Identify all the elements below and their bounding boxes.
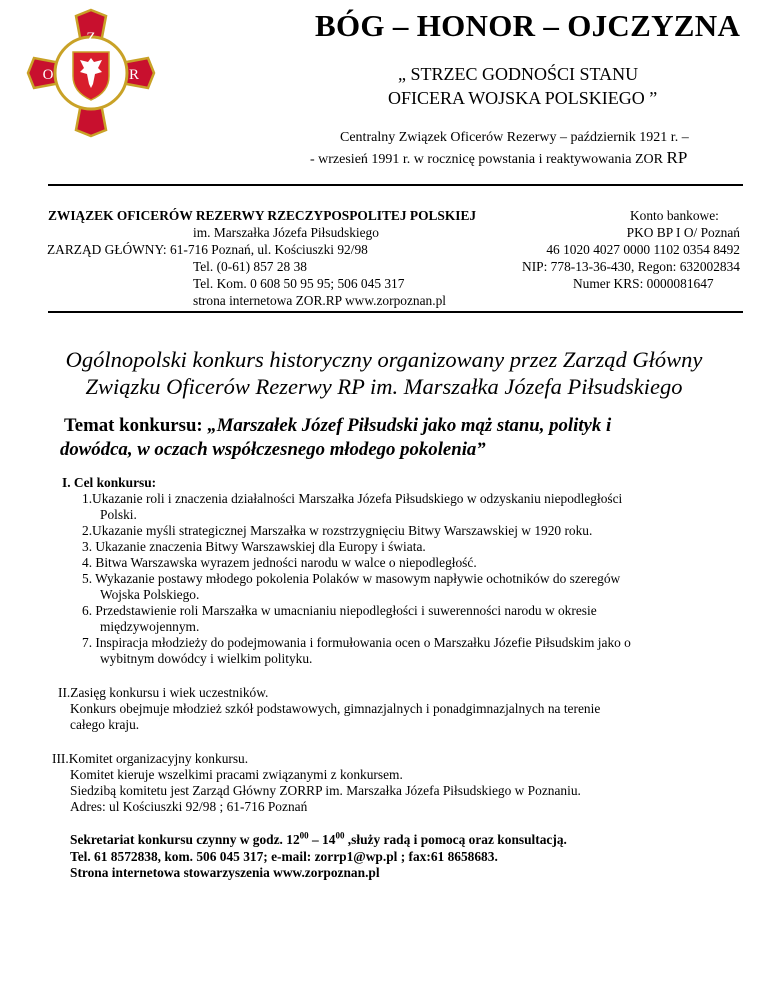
section-1-item-3: 3. Ukazanie znaczenia Bitwy Warszawskiej dla Europy i świata.: [82, 539, 426, 554]
secretariat-hours: [70, 832, 567, 848]
section-1-item-4: 4. Bitwa Warszawska wyrazem jedności narodu w walce o niepodległość.: [82, 555, 477, 570]
motto-heading: BÓG – HONOR – OJCZYZNA: [315, 8, 741, 43]
header-divider-bottom: [48, 311, 743, 313]
topic-text-1: „Marszałek Józef Piłsudski jako mąż stanu, polityk i: [207, 415, 612, 436]
section-2-line-2: całego kraju.: [70, 717, 140, 732]
secretariat-hours-to: – 14: [308, 832, 336, 847]
org-patron: im. Marszałka Józefa Piłsudskiego: [193, 225, 379, 240]
section-1-item-1-cont: Polski.: [100, 507, 137, 522]
topic-label: Temat konkursu:: [64, 415, 203, 436]
bank-name: PKO BP I O/ Poznań: [626, 225, 740, 240]
emblem-letter-z: Z: [86, 30, 96, 46]
contest-title-line-2: Związku Oficerów Rezerwy RP im. Marszałka Józefa Piłsudskiego: [85, 374, 683, 399]
section-3-line-1: Komitet kieruje wszelkimi pracami związanymi z konkursem.: [70, 767, 403, 782]
zor-emblem-logo: [26, 8, 156, 138]
section-1-item-5-cont: Wojska Polskiego.: [100, 587, 200, 602]
secretariat-hours-from-minutes: 00: [299, 830, 309, 841]
section-1-item-5: 5. Wykazanie postawy młodego pokolenia Polaków w masowym napływie ochotników do szeregów: [82, 571, 621, 586]
founded-line-2-text: - wrzesień 1991 r. w rocznicę powstania i reaktywowania ZOR: [310, 152, 663, 167]
board-label: ZARZĄD GŁÓWNY:: [47, 242, 167, 257]
secretariat-hours-to-minutes: 00: [335, 830, 345, 841]
section-1-item-1: 1.Ukazanie roli i znaczenia działalności Marszałka Józefa Piłsudskiego w odzyskaniu niepodległości: [82, 491, 623, 506]
board-address-line: [47, 241, 368, 258]
section-1-heading: I. Cel konkursu:: [62, 475, 157, 490]
section-3-heading: III.Komitet organizacyjny konkursu.: [52, 751, 249, 766]
nip-regon: NIP: 778-13-36-430, Regon: 632002834: [522, 259, 740, 274]
founded-line-2: [310, 148, 687, 168]
section-1-item-6-cont: międzywojennym.: [100, 619, 200, 634]
org-tel-mobile: Tel. Kom. 0 608 50 95 95; 506 045 317: [193, 276, 405, 291]
topic-line-2: [60, 438, 486, 462]
emblem-letter-o: O: [42, 67, 54, 83]
org-name: ZWIĄZEK OFICERÓW REZERWY RZECZYPOSPOLITEJ POLSKIEJ: [48, 208, 477, 223]
board-address: 61-716 Poznań, ul. Kościuszki 92/98: [170, 242, 368, 257]
section-1-item-6: 6. Przedstawienie roli Marszałka w umacnianiu niepodległości i suwerenności narodu w okresie: [82, 603, 597, 618]
quote-line-2: OFICERA WOJSKA POLSKIEGO ”: [388, 88, 658, 108]
secretariat-contact: Tel. 61 8572838, kom. 506 045 317; e-mail: zorrp1@wp.pl ; fax:61 8658683.: [70, 849, 498, 864]
bank-label: Konto bankowe:: [630, 208, 719, 223]
founded-line-2-rp: RP: [666, 148, 688, 167]
section-1-item-7: 7. Inspiracja młodzieży do podejmowania i formułowania ocen o Marszałku Józefie Piłsudskim jako o: [82, 635, 631, 650]
section-1-item-7-cont: wybitnym dowódcy i wielkim polityku.: [100, 651, 313, 666]
header-divider-top: [48, 184, 743, 186]
secretariat-hours-text: Sekretariat konkursu czynny w godz. 12: [70, 832, 300, 847]
bank-account: 46 1020 4027 0000 1102 0354 8492: [546, 242, 740, 257]
section-3-line-2: Siedzibą komitetu jest Zarząd Główny ZORRP im. Marszałka Józefa Piłsudskiego w Poznaniu.: [70, 783, 581, 798]
secretariat-website: Strona internetowa stowarzyszenia www.zorpoznan.pl: [70, 865, 380, 880]
krs-number: Numer KRS: 0000081647: [573, 276, 714, 291]
section-2-line-1: Konkurs obejmuje młodzież szkół podstawowych, gimnazjalnych i ponadgimnazjalnych na terenie: [70, 701, 601, 716]
org-website: strona internetowa ZOR.RP www.zorpoznan.pl: [193, 293, 447, 308]
section-1-item-2: 2.Ukazanie myśli strategicznej Marszałka w rozstrzygnięciu Bitwy Warszawskiej w 1920 roku.: [82, 523, 593, 538]
contest-title-line-1: Ogólnopolski konkurs historyczny organizowany przez Zarząd Główny: [65, 347, 703, 372]
topic-text-2: dowódca, w oczach współczesnego młodego pokolenia”: [60, 439, 486, 460]
section-3-line-3: Adres: ul Kościuszki 92/98 ; 61-716 Poznań: [70, 799, 308, 814]
emblem-letter-r: R: [128, 67, 140, 83]
topic-line-1: [64, 414, 611, 438]
org-tel: Tel. (0-61) 857 28 38: [193, 259, 307, 274]
secretariat-hours-tail: ,służy radą i pomocą oraz konsultacją.: [344, 832, 567, 847]
quote-line-1: „ STRZEC GODNOŚCI STANU: [398, 64, 639, 84]
section-2-heading: II.Zasięg konkursu i wiek uczestników.: [58, 685, 269, 700]
founded-line-1: Centralny Związek Oficerów Rezerwy – październik 1921 r. –: [340, 130, 689, 145]
